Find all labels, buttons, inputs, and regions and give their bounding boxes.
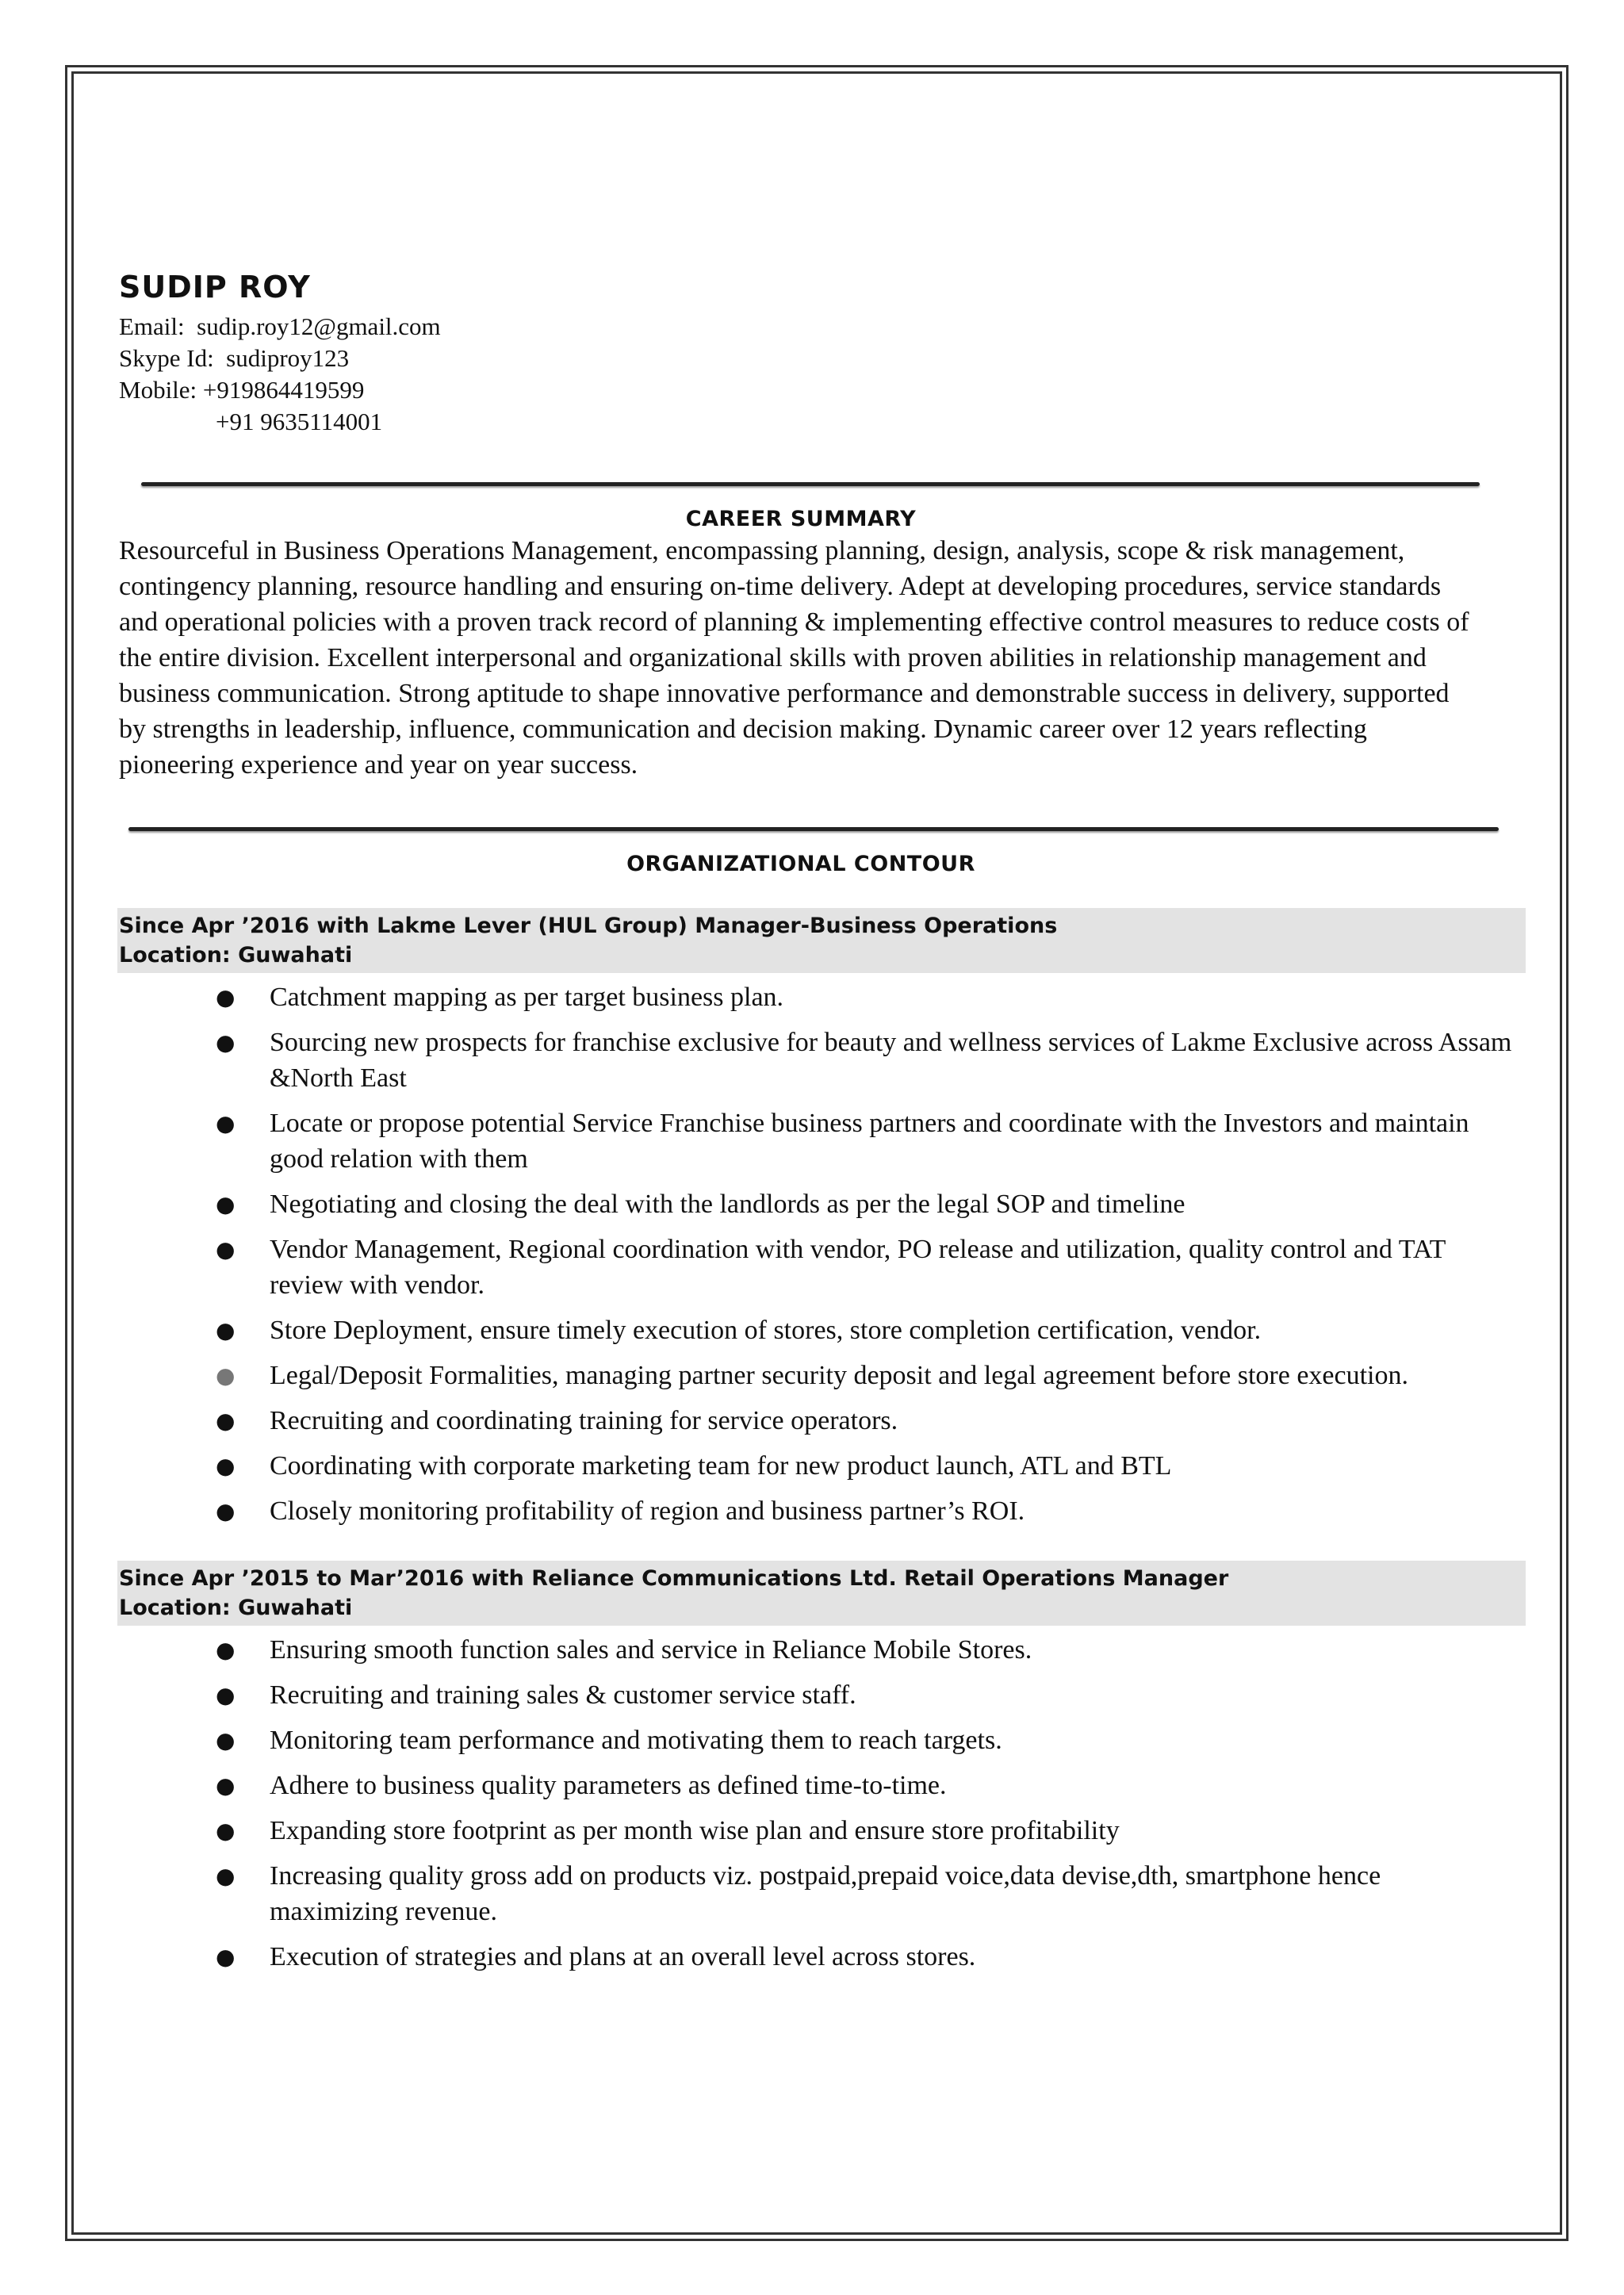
bullet-icon: ● — [216, 984, 236, 1010]
job-header — [117, 1561, 1526, 1626]
job-header — [117, 908, 1526, 973]
list-item: ● Expanding store footprint as per month wise plan and ensure store profitability — [119, 1813, 1530, 1849]
list-item: ● Locate or propose potential Service Franchise business partners and coordinate with the Investors and maintain good relation with them — [119, 1105, 1530, 1177]
list-item: ● Recruiting and training sales & customer service staff. — [119, 1677, 1530, 1713]
career-summary-title: CAREER SUMMARY — [685, 507, 917, 531]
bullet-icon: ● — [216, 1727, 236, 1753]
job-location: Location: Guwahati — [119, 1596, 353, 1620]
bullet-icon: ● — [216, 1818, 236, 1844]
bullet-icon: ● — [216, 1317, 236, 1343]
career-summary-text: Resourceful in Business Operations Management, encompassing planning, design, analysis, scope & risk management, contingency planning, resource handling and ensuring on-time delivery. Adept at developing procedures, service standards and operational policies with a proven track record of planning & implementing effective control measures to reduce costs of the entire division. Excellent interpersonal and organizational skills with proven abilities in relationship management and business communication. Strong aptitude to shape innovative performance and demonstrable success in delivery, supported by strengths in leadership, influence, communication and decision making. Dynamic career over 12 years reflecting pioneering experience and year on year success. — [119, 536, 1469, 780]
bullet-icon: ● — [216, 1637, 236, 1663]
candidate-name: SUDIP ROY — [119, 270, 311, 305]
list-item: ● Closely monitoring profitability of region and business partner’s ROI. — [119, 1493, 1530, 1529]
bullet-icon: ● — [216, 1682, 236, 1708]
list-item: ● Monitoring team performance and motivating them to reach targets. — [119, 1722, 1530, 1758]
duty-list — [119, 1632, 1530, 1975]
list-item: ● Recruiting and coordinating training for service operators. — [119, 1403, 1530, 1439]
list-item: ● Store Deployment, ensure timely execution of stores, store completion certification, vendor. — [119, 1312, 1530, 1348]
list-item: ● Vendor Management, Regional coordination with vendor, PO release and utilization, quality control and TAT review with vendor. — [119, 1232, 1530, 1303]
list-item: ● Ensuring smooth function sales and service in Reliance Mobile Stores. — [119, 1632, 1530, 1668]
list-item: ● Sourcing new prospects for franchise exclusive for beauty and wellness services of Lakme Exclusive across Assam &North East — [119, 1025, 1530, 1096]
duty-list — [119, 979, 1530, 1529]
list-item: ● Legal/Deposit Formalities, managing partner security deposit and legal agreement before store execution. — [119, 1358, 1530, 1393]
bullet-icon: ● — [216, 1362, 236, 1389]
list-item: ● Coordinating with corporate marketing team for new product launch, ATL and BTL — [119, 1448, 1530, 1484]
resume-content — [119, 270, 1530, 1984]
divider-rule — [141, 482, 1480, 486]
job-heading: Since Apr ’2016 with Lakme Lever (HUL Group) Manager-Business Operations — [119, 914, 1058, 938]
bullet-icon: ● — [216, 1191, 236, 1217]
mobile-line: Mobile: +919864419599 — [119, 376, 365, 404]
bullet-icon: ● — [216, 1863, 236, 1889]
mobile-line-2: +91 9635114001 — [216, 408, 383, 435]
list-item: ● Negotiating and closing the deal with the landlords as per the legal SOP and timeline — [119, 1186, 1530, 1222]
list-item: ● Increasing quality gross add on products viz. postpaid,prepaid voice,data devise,dth, smartphone hence maximizing revenue. — [119, 1858, 1530, 1929]
list-item: ● Catchment mapping as per target business plan. — [119, 979, 1530, 1015]
email-line: Email: sudip.roy12@gmail.com — [119, 312, 441, 340]
list-item: ● Execution of strategies and plans at an overall level across stores. — [119, 1939, 1530, 1975]
job-heading: Since Apr ’2015 to Mar’2016 with Reliance Communications Ltd. Retail Operations Manager — [119, 1566, 1229, 1591]
bullet-icon: ● — [216, 1408, 236, 1434]
bullet-icon: ● — [216, 1110, 236, 1136]
bullet-icon: ● — [216, 1236, 236, 1262]
bullet-icon: ● — [216, 1029, 236, 1056]
bullet-icon: ● — [216, 1944, 236, 1970]
bullet-icon: ● — [216, 1772, 236, 1799]
skype-line: Skype Id: sudiproy123 — [119, 344, 350, 372]
divider-rule — [128, 827, 1499, 831]
job-location: Location: Guwahati — [119, 943, 353, 967]
bullet-icon: ● — [216, 1498, 236, 1524]
organizational-contour-title: ORGANIZATIONAL CONTOUR — [626, 852, 975, 876]
bullet-icon: ● — [216, 1453, 236, 1479]
list-item: ● Adhere to business quality parameters as defined time-to-time. — [119, 1768, 1530, 1803]
